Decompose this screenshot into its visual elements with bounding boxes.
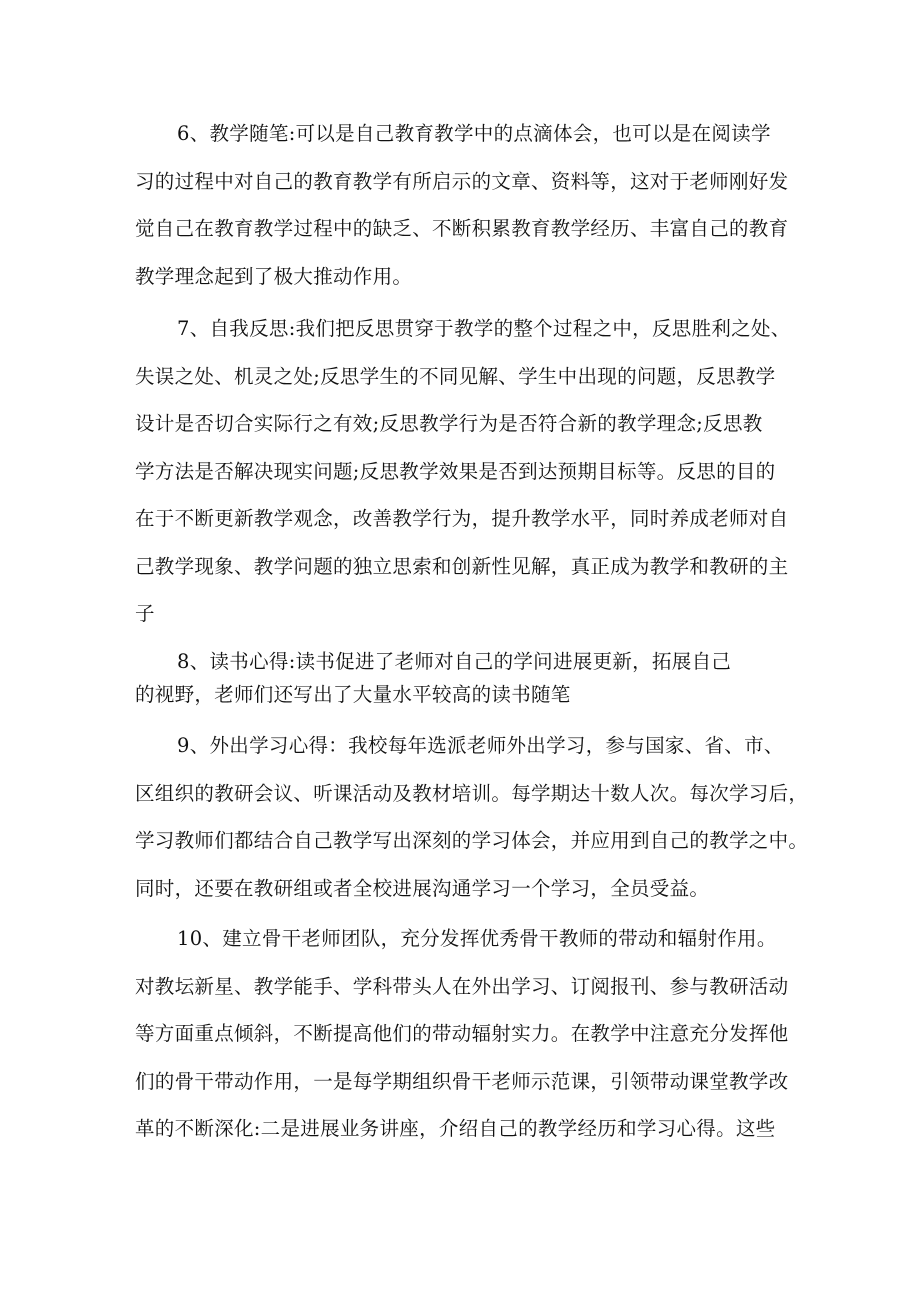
text-line: 子 (135, 602, 155, 625)
text-line: 区组织的教研会议、听课活动及教材培训。每学期达十数人次。每次学习后， (135, 781, 809, 805)
text-line: 8、读书心得:读书促进了老师对自己的学问进展更新，拓展自己 (177, 650, 732, 673)
text-line: 失误之处、机灵之处;反思学生的不同见解、学生中出现的问题，反思教学 (135, 364, 776, 388)
text-line: 10、建立骨干老师团队，充分发挥优秀骨干教师的带动和辐射作用。 (177, 927, 777, 950)
text-line: 习的过程中对自己的教育教学有所启示的文章、资料等，这对于老师刚好发 (135, 169, 789, 193)
text-line: 同时，还要在教研组或者全校进展沟通学习一个学习，全员受益。 (135, 876, 710, 900)
text-line: 在于不断更新教学观念，改善教学行为，提升教学水平，同时养成老师对自 (135, 507, 789, 530)
text-line: 觉自己在教育教学过程中的缺乏、不断积累教育教学经历、丰富自己的教育 (135, 217, 789, 240)
text-line: 们的骨干带动作用，一是每学期组织骨干老师示范课，引领带动课堂教学改 (135, 1069, 789, 1093)
text-line: 学习教师们都结合自己教学写出深刻的学习体会，并应用到自己的教学之中。 (135, 829, 809, 852)
text-line: 6、教学随笔:可以是自己教育教学中的点滴体会，也可以是在阅读学 (177, 122, 771, 145)
text-line: 的视野，老师们还写出了大量水平较高的读书随笔 (135, 683, 571, 706)
text-line: 教学理念起到了极大推动作用。 (135, 264, 413, 288)
text-line: 等方面重点倾斜，不断提高他们的带动辐射实力。在教学中注意充分发挥他 (135, 1022, 789, 1045)
paragraph-item-9 (135, 722, 808, 912)
text-line: 设计是否切合实际行之有效;反思教学行为是否符合新的教学理念;反思教 (135, 412, 763, 435)
paragraph-item-8 (135, 645, 731, 711)
text-line: 9、外出学习心得：我校每年选派老师外出学习，参与国家、省、市、 (177, 734, 784, 757)
text-line: 对教坛新星、教学能手、学科带头人在外出学习、订阅报刊、参与教研活动 (135, 974, 789, 998)
text-line: 己教学现象、教学问题的独立思索和创新性见解，真正成为教学和教研的主 (135, 554, 789, 578)
text-line: 7、自我反思:我们把反思贯穿于教学的整个过程之中，反思胜利之处、 (177, 317, 791, 340)
paragraph-item-6 (135, 110, 788, 300)
text-line: 革的不断深化:二是进展业务讲座，介绍自己的教学经历和学习心得。这些 (135, 1117, 776, 1140)
text-line: 学方法是否解决现实问题;反思教学效果是否到达预期目标等。反思的目的 (135, 459, 776, 483)
paragraph-item-10 (135, 915, 788, 1153)
paragraph-item-7 (135, 305, 791, 638)
